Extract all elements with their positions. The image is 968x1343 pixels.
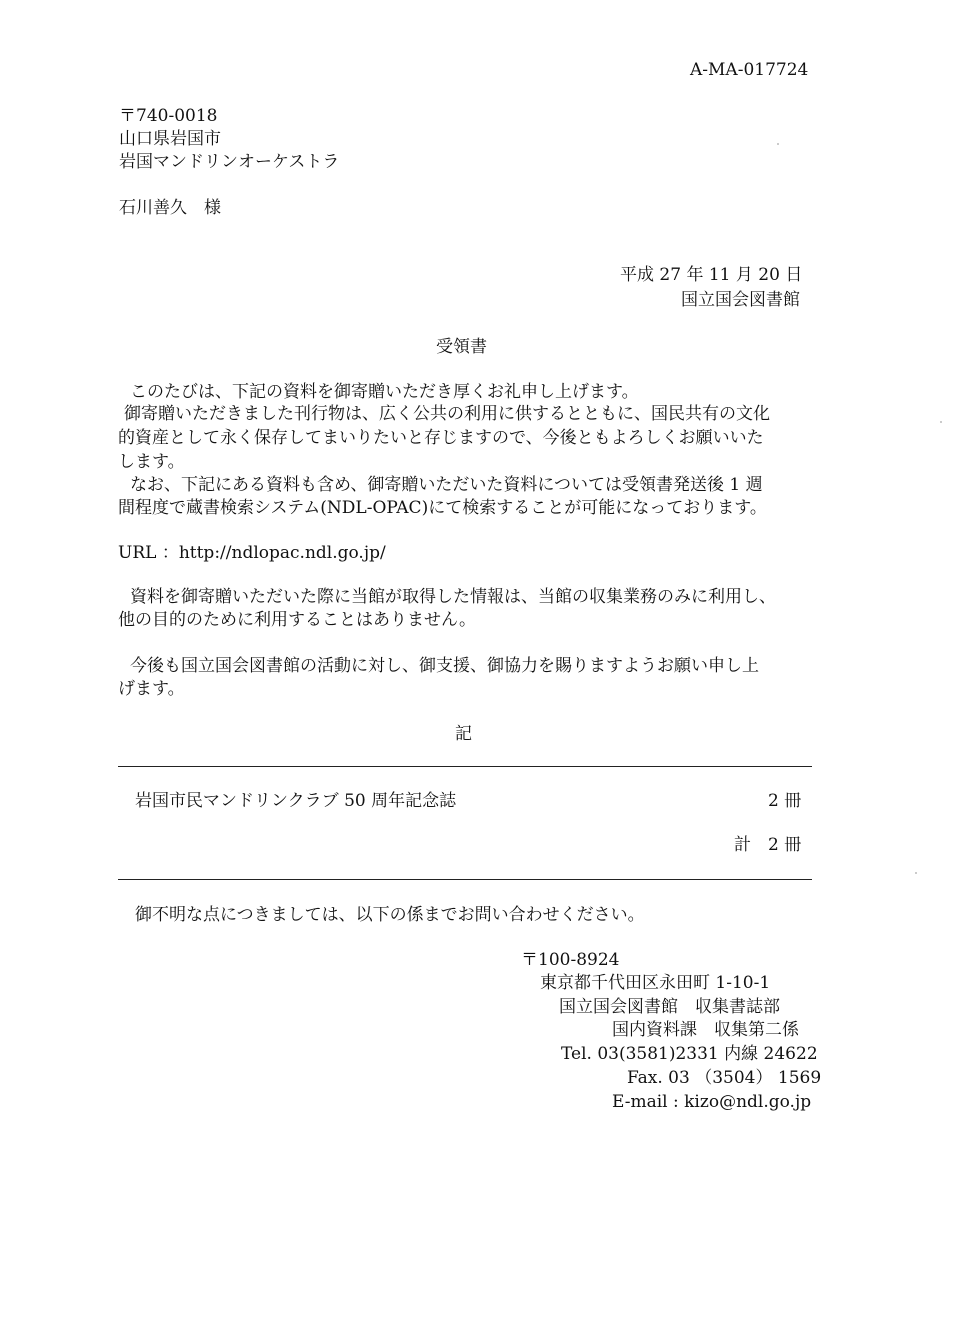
body-paragraph-2-line-1: 御寄贈いただきました刊行物は、広く公共の利用に供するとともに、国民共有の文化 (124, 404, 770, 424)
body-paragraph-4-line-2: 他の目的のために利用することはありません。 (118, 610, 477, 630)
contact-fax: Fax. 03 （3504） 1569 (627, 1068, 822, 1088)
body-paragraph-2-line-3: します。 (118, 452, 185, 472)
opac-url: URL ：http://ndlopac.ndl.go.jp/ (118, 543, 386, 563)
document-title: 受領書 (436, 337, 487, 357)
contact-section: 国内資料課 収集第二係 (612, 1020, 799, 1040)
contact-email: E-mail : kizo@ndl.go.jp (612, 1092, 812, 1112)
scan-speck (915, 872, 917, 874)
body-paragraph-1: このたびは、下記の資料を御寄贈いただき厚くお礼申し上げます。 (130, 382, 639, 402)
contact-telephone: Tel. 03(3581)2331 内線 24622 (561, 1044, 818, 1064)
scan-speck (777, 143, 779, 145)
recipient-city: 山口県岩国市 (119, 129, 221, 149)
contact-postal-code: 〒100-8924 (521, 950, 620, 970)
body-paragraph-5-line-1: 今後も国立国会図書館の活動に対し、御支援、御協力を賜りますようお願い申し上 (130, 656, 759, 676)
table-bottom-rule (118, 879, 812, 880)
total-count: 計 2 冊 (734, 835, 802, 855)
ki-heading: 記 (455, 724, 472, 744)
item-title: 岩国市民マンドリンクラブ 50 周年記念誌 (135, 791, 457, 811)
body-paragraph-4-line-1: 資料を御寄贈いただいた際に当館が取得した情報は、当館の収集業務のみに利用し、 (130, 587, 776, 607)
contact-address: 東京都千代田区永田町 1-10-1 (540, 973, 771, 993)
issue-date: 平成 27 年 11 月 20 日 (620, 265, 803, 285)
inquiry-note: 御不明な点につきましては、以下の係までお問い合わせください。 (135, 905, 645, 925)
table-top-rule (118, 766, 812, 767)
body-paragraph-3-line-1: なお、下記にある資料も含め、御寄贈いただいた資料については受領書発送後 1 週 (130, 475, 763, 495)
scan-speck (940, 421, 942, 423)
recipient-name: 石川善久 様 (119, 198, 221, 218)
recipient-organization: 岩国マンドリンオーケストラ (119, 152, 340, 172)
item-count: 2 冊 (768, 791, 802, 811)
document-id: A-MA-017724 (690, 60, 809, 80)
body-paragraph-2-line-2: 的資産として永く保存してまいりたいと存じますので、今後ともよろしくお願いいた (118, 428, 764, 448)
contact-department: 国立国会図書館 収集書誌部 (559, 997, 780, 1017)
recipient-postal-code: 〒740-0018 (119, 106, 218, 126)
body-paragraph-5-line-2: げます。 (118, 679, 185, 699)
sender-organization: 国立国会図書館 (681, 290, 800, 310)
body-paragraph-3-line-2: 間程度で蔵書検索システム(NDL-OPAC)にて検索することが可能になっております。 (118, 498, 767, 518)
